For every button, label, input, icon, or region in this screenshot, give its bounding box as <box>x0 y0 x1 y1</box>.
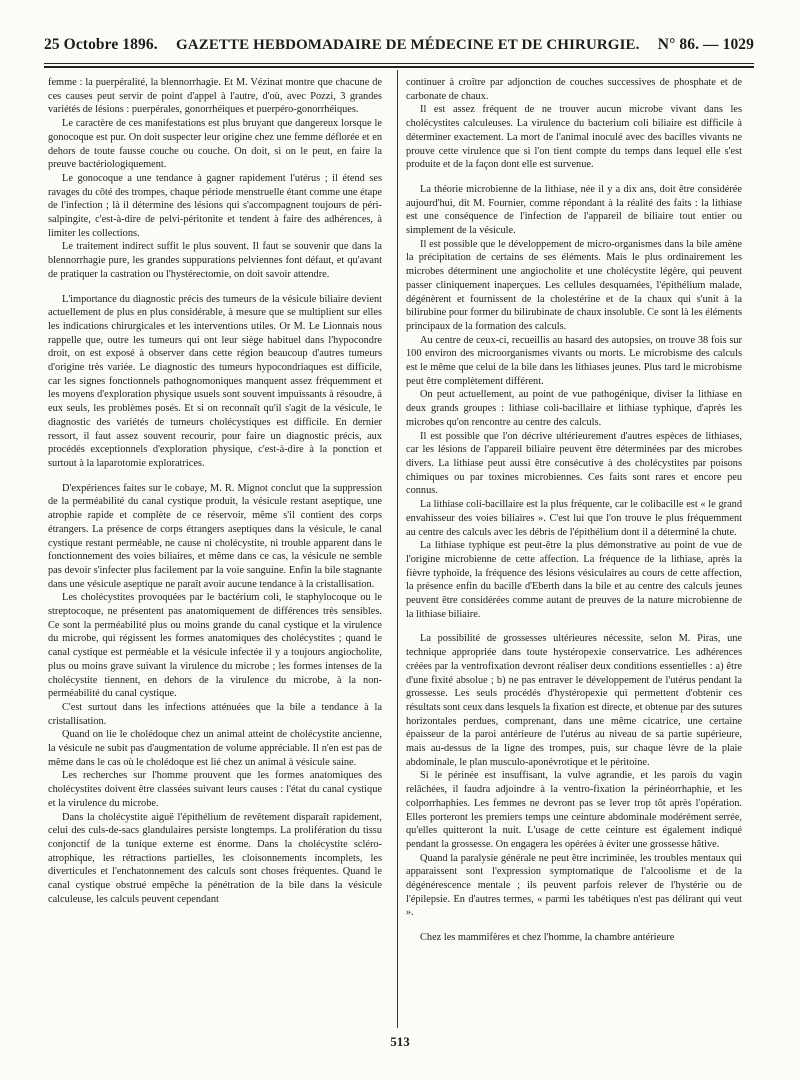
paragraph: Chez les mammifères et chez l'homme, la chambre antérieure <box>420 932 675 944</box>
running-header <box>44 36 754 58</box>
paragraph: C'est surtout dans les infections atténuées que la bile a tendance à la cristallisation. <box>48 701 382 727</box>
paragraph: Les recherches sur l'homme prouvent que les formes anatomiques des cholécystites doivent être classées suivant leurs causes : l'état du canal cystique et la virulence du microbe. <box>48 770 382 809</box>
paragraph: La lithiase coli-bacillaire est la plus fréquente, car le colibacille est « le grand envahisseur des voies biliaires ». C'est lui que l'on trouve le plus fréquemment au centre des calculs avec les débris de l'épithélium dont il a déterminé la chute. <box>406 499 742 538</box>
page-number: 513 <box>390 1034 410 1049</box>
paragraph: femme : la puerpéralité, la blennorrhagie. Et M. Vézinat montre que chacune de ces causes peut servir de point d'appel à l'autre, d'où, avec Pozzi, 3 grandes variétés de lésions : puerpérales, gonorrhéiques et puerpéro-gonorrhéiques. <box>48 77 382 116</box>
header-rule-thin <box>44 63 754 64</box>
paragraph: La possibilité de grossesses ultérieures nécessite, selon M. Piras, une technique appropriée dans toute hystéropexie conservatrice. Les adhérences créées par la ventrofixation devront réaliser deux conditions essentielles : a) être d'une fixité absolue ; b) ne pas entraver le développement de l'utérus pendant la grossesse. Les seuls procédés d'hystéropexie qui permettent d'obtenir ces résultats sont ceux dans lesquels la fixation est directe, et obtenue par des sutures horizontales perdues, comprenant, dans une même cicatrice, une certaine épaisseur de la paroi antérieure de l'utérus au niveau de sa partie supérieure, mais au-dessus de la ligne des trompes, puis, sur chaque lèvre de la plaie abdominale, le plan musculo-aponévrotique et le péritoine. <box>406 633 742 768</box>
paragraph: La théorie microbienne de la lithiase, née il y a dix ans, doit être considérée aujourd'hui, dit M. Fournier, comme répondant à la réalité des faits : la lithiase est une conséquence de l'infection de l'appareil de biliaire tout entier ou simplement de la vésicule. <box>406 183 742 237</box>
paragraph: L'importance du diagnostic précis des tumeurs de la vésicule biliaire devient actuellement de plus en plus considérable, à mesure que se multiplient sur elles les indications chirurgicales et les interventions utiles. Or M. Le Lionnais nous rappelle que, outre les tumeurs qui ont leur siège habituel dans l'hypocondre droit, on est exposé à observer dans cette région beaucoup d'autres tumeurs d'origine très variée. Le diagnostic des tumeurs hypocondriaques est difficile, car les signes fonctionnels pathognomoniques manquent assez fréquemment et les moyens d'exploration physique usuels sont souvent impuissants à résoudre, à eux seuls, les problèmes posés. Et si on reconnaît qu'il s'agit de la vésicule, le diagnostic des variétés de tumeurs cholécystiques est difficile. En dernier ressort, il faut assez souvent recourir, pour faire un diagnostic précis, aux procédés exceptionnels d'exploration physique, c'est-à-dire à la ponction et surtout à la laparotomie exploratrices. <box>48 293 382 469</box>
left-column <box>48 76 382 906</box>
column-divider <box>397 70 398 1028</box>
right-column <box>406 76 742 945</box>
paragraph: D'expériences faites sur le cobaye, M. R. Mignot conclut que la suppression de la perméabilité du canal cystique produit, la vésicule restant aseptique, une atrophie rapide et complète de ce réservoir, même s'il contient des corps étrangers. La présence de corps étrangers aseptiques dans la vésicule, le canal cystique restant perméable, ne cause ni cholécystite, ni trouble apparent dans le fonctionnement des voies biliaires, et même dans ce cas, la vésicule ne semble pas devoir s'infecter plus facilement par la voie sanguine. Enfin la bile stagnante dans une vésicule aseptique ne paraît avoir aucune tendance à la cristallisation. <box>48 482 382 590</box>
paragraph: Quand la paralysie générale ne peut être incriminée, les troubles mentaux qui apparaissent sont l'expression symptomatique de l'alcoolisme et de la dégénérescence mentale ; ils peuvent parfois relever de l'hystérie ou de l'épilepsie. En d'autres termes, « parmi les tabétiques n'est pas délirant qui veut ». <box>406 852 742 919</box>
paragraph: Si le périnée est insuffisant, la vulve agrandie, et les parois du vagin relâchées, il faudra adjoindre à la ventro-fixation la périnéorrhaphie, et les colporrhaphies. Les femmes ne devront pas se lever trop tôt après l'opération. Elles porteront les premiers temps une ceinture abdominale modérément serrée, qu'elles quitteront la nuit. L'usage de cette ceinture est également indiqué pendant la grossesse. On engagera les opérées à éviter une grossesse hâtive. <box>406 770 742 850</box>
paragraph: Quand on lie le cholédoque chez un animal atteint de cholécystite ancienne, la vésicule ne subit pas d'augmentation de volume appréciable. Il n'en est pas de même dans le cas où le cholédoque est lié chez un animal à vésicule saine. <box>48 729 382 768</box>
paragraph: Il est possible que l'on décrive ultérieurement d'autres espèces de lithiases, car les lésions de l'appareil biliaire peuvent être déterminées par des microbes divers. La lithiase peut aussi être consécutive à des cholécystites par poisons chimiques ou par toxines microbiennes. Ces faits sont rares et encore peu connus. <box>406 430 742 497</box>
header-rule-thick <box>44 66 754 68</box>
header-date: 25 Octobre 1896. <box>44 36 158 53</box>
paragraph: On peut actuellement, au point de vue pathogénique, diviser la lithiase en deux grands groupes : lithiase coli-bacillaire et lithiase typhique, d'après les microbes qu'on rencontre au centre des calculs. <box>406 389 742 428</box>
paragraph: Le gonocoque a une tendance à gagner rapidement l'utérus ; il étend ses ravages du côté des trompes, chaque période menstruelle étant comme une étape de l'infection ; là il détermine des lésions qui s'accompagnent toujours de péri-salpingite, c'est-à-dire de pelvi-péritonite et tendent à faire des adhérences, à limiter les collections. <box>48 172 382 239</box>
paragraph: Les cholécystites provoquées par le bactérium coli, le staphylocoque ou le streptocoque, ne présentent pas anatomiquement de différences très sensibles. Ce sont la perméabilité plus ou moins grande du canal cystique et la virulence du microbe, qui régissent les formes anatomiques des cholécystites ; quand le canal cystique est perméable et la vésicule infectée il y a toujours angiocholite, plus ou moins grave suivant la virulence du microbe ; les formes intenses de la cholécystite tiennent, en dehors de la virulence du microbe, à la non-perméabilité du canal cystique. <box>48 592 382 700</box>
paragraph: Dans la cholécystite aiguë l'épithélium de revêtement disparaît rapidement, celui des culs-de-sacs glandulaires persiste longtemps. La prolifération du tissu conjonctif de la tunique externe est énorme. Dans la cholécystite scléro-atrophique, les rétractions partielles, les cloisonnements incomplets, les diverticules et l'enchatonnement des calculs sont choses fréquentes. Quand le canal cystique obstrué empêche la pénétration de la bile dans la vésicule calculeuse, les calculs peuvent cependant <box>48 811 382 905</box>
paragraph: La lithiase typhique est peut-être la plus démonstrative au point de vue de l'origine microbienne de cette affection. La fréquence de la lithiase, après la fièvre typhoïde, la fréquence des lésions vésiculaires au cours de cette affection, la présence enfin du bacille d'Eberth dans la bile et au centre des calculs jeunes peuvent être considérées comme autant de preuves de la nature microbienne de la lithiase biliaire. <box>406 540 742 620</box>
paragraph: Il est assez fréquent de ne trouver aucun microbe vivant dans les cholécystites calculeuses. La virulence du bacterium coli biliaire est difficile à déterminer exactement. La mort de l'animal inoculé avec des bacilles vivants ne prouve cette virulence que si l'on tient compte du temps dans lequel elle s'est produite et de la façon dont elle est survenue. <box>406 104 742 171</box>
paragraph: Au centre de ceux-ci, recueillis au hasard des autopsies, on trouve 38 fois sur 100 environ des microorganismes vivants ou morts. Le microbisme des calculs est le même que celui de la bile dans les lithiases jeunes. Plus tard le microbisme peut être complètement différent. <box>406 334 742 387</box>
paragraph: Il est possible que le développement de micro-organismes dans la bile amène la précipitation de certains de ses éléments. Mais le plus ordinairement les microbes déterminent une angiocholite et une cholécystite légère, qui peuvent passer cliniquement inaperçues. Les cellules desquamées, l'épithélium malade, dégénèrent et fournissent de la cholestérine et de la chaux qui s'unit à la bilirubine pour former du bilirubinate de chaux insoluble. Ce sont là les éléments principaux de la formation des calculs. <box>406 238 742 332</box>
header-title: GAZETTE HEBDOMADAIRE DE MÉDECINE ET DE CHIRURGIE. <box>176 37 640 53</box>
header-issue: N° 86. — 1029 <box>657 36 754 53</box>
paragraph: continuer à croître par adjonction de couches successives de phosphate et de carbonate de chaux. <box>406 77 742 102</box>
paragraph: Le traitement indirect suffit le plus souvent. Il faut se souvenir que dans la blennorrhagie pure, les grandes suppurations pelviennes font défaut, et qu'avant de pratiquer la castration ou l'hystérectomie, on doit savoir attendre. <box>48 241 382 280</box>
paragraph: Le caractère de ces manifestations est plus bruyant que dangereux lorsque le gonocoque est pur. On doit suspecter leur origine chez une femme déflorée et en dehors de toute fausse couche ou couche. On doit, si on le peut, en faire la preuve bactériologiquement. <box>48 118 382 171</box>
